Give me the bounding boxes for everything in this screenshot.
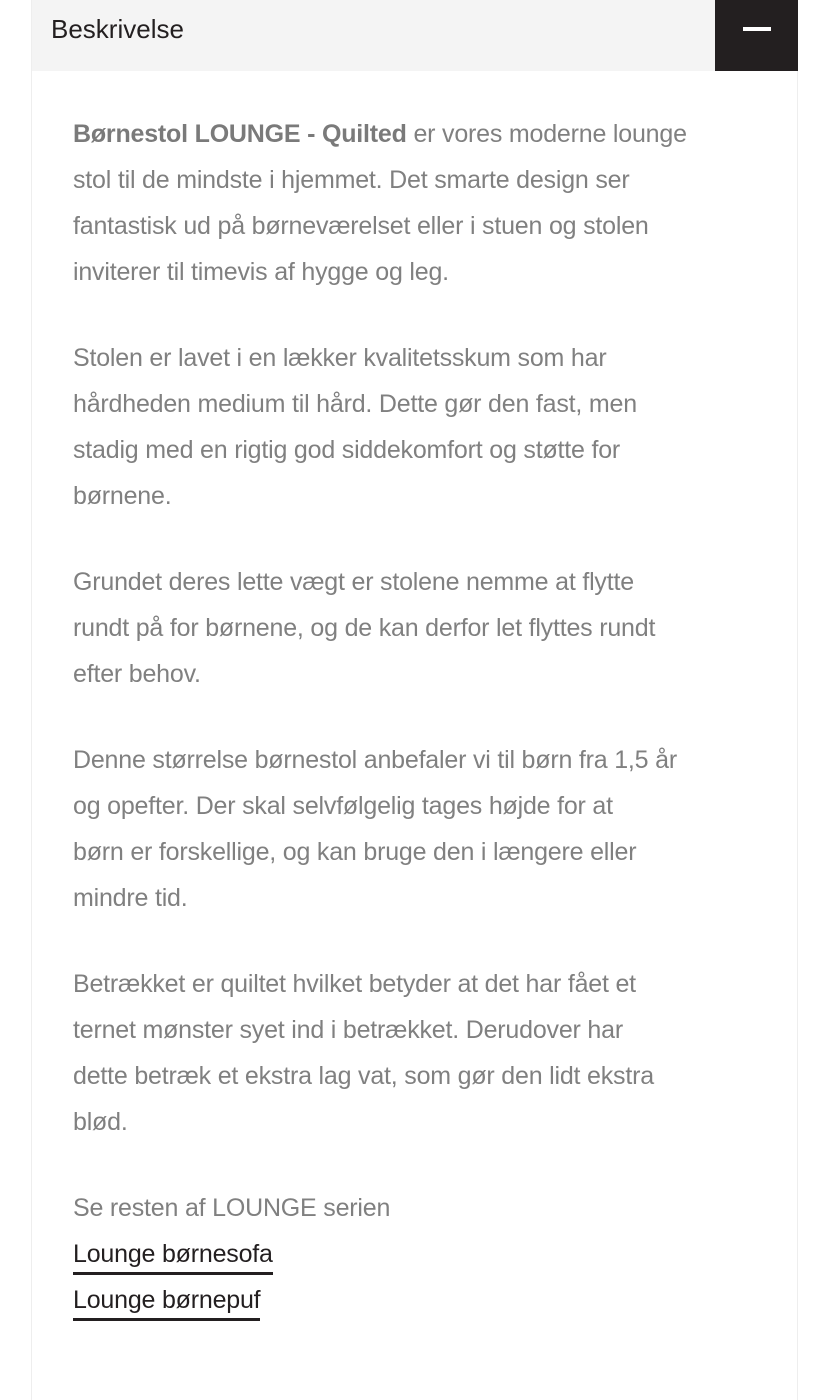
text-line: børnene.	[73, 482, 172, 510]
text-line: Stolen er lavet i en lækker kvalitetsskum som har	[73, 344, 607, 372]
text-line: rundt på for børnene, og de kan derfor let flyttes rundt	[73, 614, 656, 642]
accordion-title: Beskrivelse	[51, 14, 184, 44]
text-line: hårdheden medium til hård. Dette gør den fast, men	[73, 390, 637, 418]
text-line: Denne størrelse børnestol anbefaler vi til børn fra 1,5 år	[73, 746, 677, 774]
text-line: og opefter. Der skal selvfølgelig tages højde for at	[73, 792, 613, 820]
text-line: dette betræk et ekstra lag vat, som gør den lidt ekstra	[73, 1062, 654, 1090]
description-body	[73, 111, 773, 1323]
series-label: Se resten af LOUNGE serien	[73, 1194, 391, 1222]
text-line: blød.	[73, 1108, 128, 1136]
intro-paragraph	[73, 111, 773, 295]
text-line: stadig med en rigtig god siddekomfort og støtte for	[73, 436, 621, 464]
series-links	[73, 1185, 773, 1323]
collapse-button[interactable]	[715, 0, 798, 71]
text-line: Betrækket er quiltet hvilket betyder at det har fået et	[73, 970, 636, 998]
text-line: fantastisk ud på børneværelset eller i stuen og stolen	[73, 212, 649, 240]
paragraph-cover	[73, 961, 773, 1145]
text-line: er vores moderne lounge	[406, 120, 687, 148]
minus-icon	[743, 27, 771, 31]
text-line: stol til de mindste i hjemmet. Det smarte design ser	[73, 166, 630, 194]
paragraph-age	[73, 737, 773, 921]
link-lounge-puf[interactable]: Lounge børnepuf	[73, 1282, 260, 1321]
description-accordion	[31, 0, 798, 1400]
text-line: mindre tid.	[73, 884, 188, 912]
paragraph-material	[73, 335, 773, 519]
text-line: efter behov.	[73, 660, 201, 688]
accordion-header[interactable]	[32, 0, 797, 71]
paragraph-weight	[73, 559, 773, 697]
text-line: ternet mønster syet ind i betrækket. Derudover har	[73, 1016, 623, 1044]
link-lounge-sofa[interactable]: Lounge børnesofa	[73, 1236, 273, 1275]
text-line: børn er forskellige, og kan bruge den i længere eller	[73, 838, 637, 866]
text-line: inviterer til timevis af hygge og leg.	[73, 258, 449, 286]
text-line: Grundet deres lette vægt er stolene nemme at flytte	[73, 568, 634, 596]
product-name: Børnestol LOUNGE - Quilted	[73, 120, 407, 148]
